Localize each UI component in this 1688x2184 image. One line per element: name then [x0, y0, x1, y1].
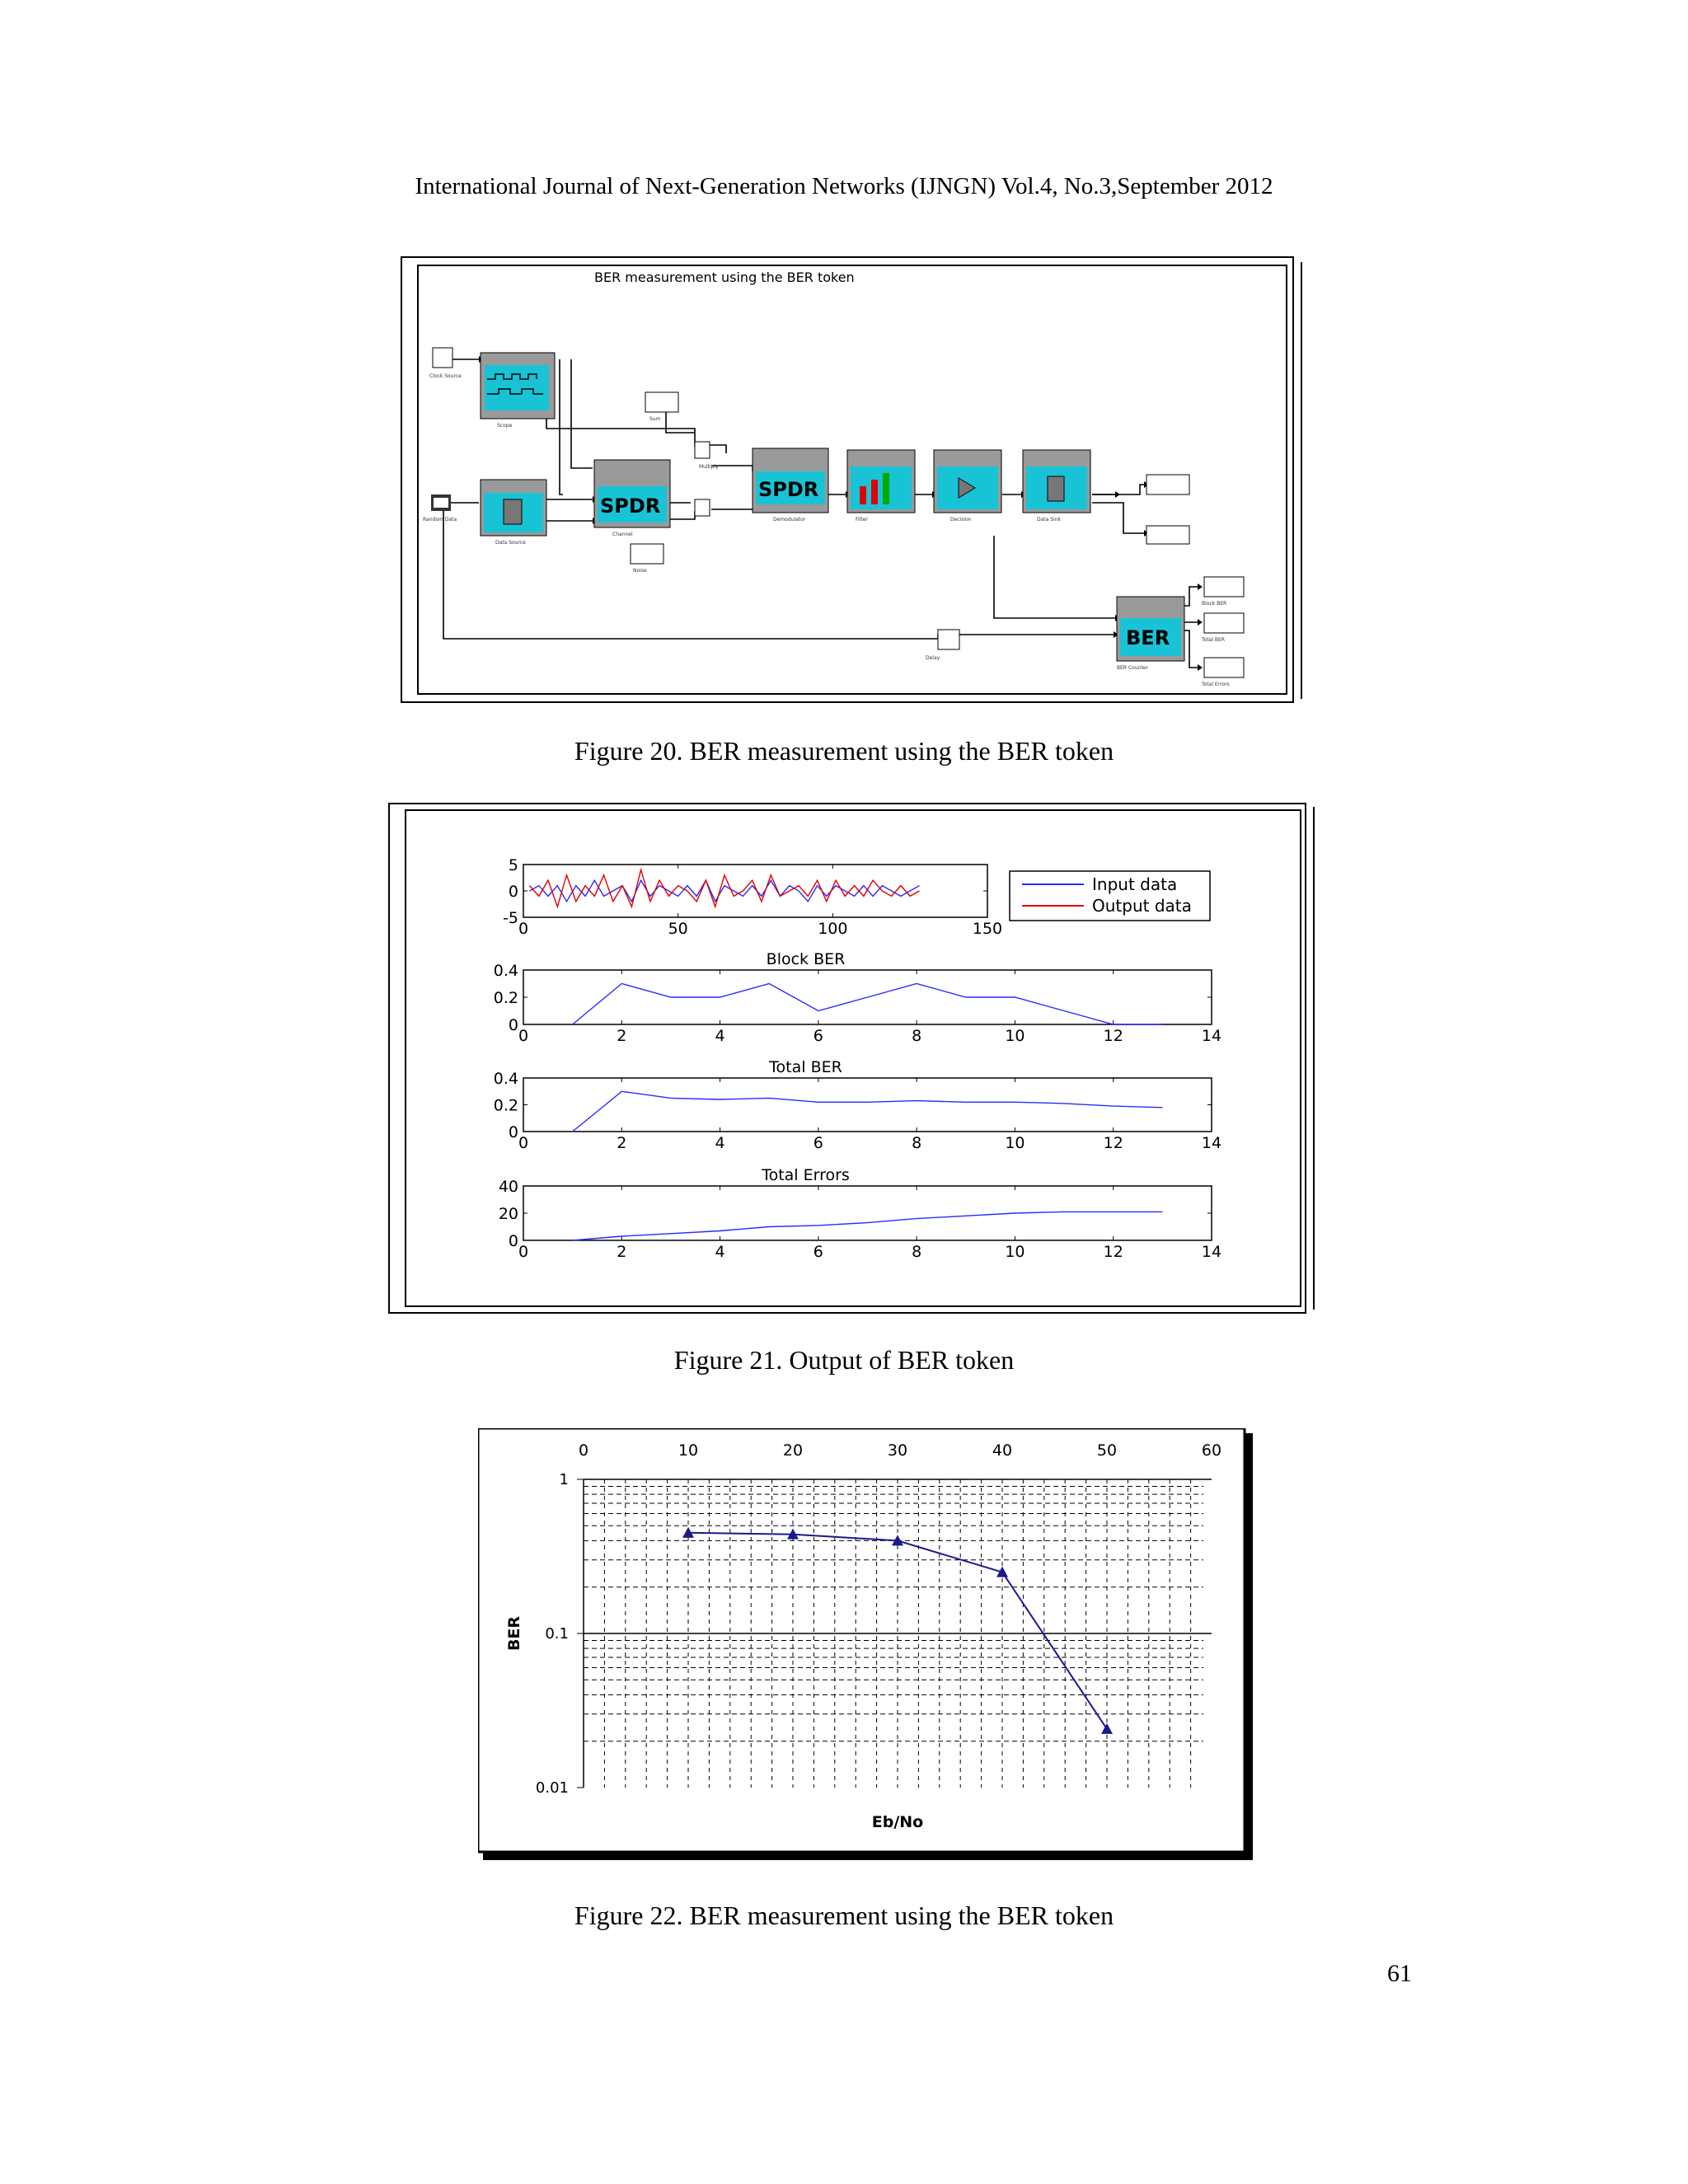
y-tick-label: 0	[508, 1123, 518, 1141]
x-tick-label: 10	[1005, 1134, 1025, 1152]
x-tick-label: 0	[578, 1441, 589, 1460]
svg-text:Total Errors: Total Errors	[1202, 682, 1230, 687]
y-tick-label: 0	[508, 1016, 518, 1034]
x-tick-label: 30	[887, 1441, 908, 1460]
x-tick-label: 14	[1201, 1134, 1222, 1152]
x-tick-label: 14	[1201, 1027, 1222, 1045]
svg-text:Data Sink: Data Sink	[1037, 517, 1061, 523]
x-tick-label: 4	[715, 1134, 725, 1152]
x-tick-label: 10	[1005, 1243, 1025, 1261]
x-axis-label: Eb/No	[871, 1813, 924, 1831]
x-tick-label: 40	[992, 1441, 1013, 1460]
running-header: International Journal of Next-Generation Networks (IJNGN) Vol.4, No.3,September 2012	[415, 173, 1273, 199]
spdr-block-2-label: SPDR	[758, 478, 819, 501]
plot-frame-2	[523, 1078, 1212, 1132]
y-tick-label: 40	[498, 1178, 518, 1196]
x-tick-label: 10	[678, 1441, 699, 1460]
x-tick-label: 8	[912, 1243, 922, 1261]
x-tick-label: 60	[1201, 1441, 1222, 1460]
x-tick-label: 12	[1103, 1027, 1123, 1045]
panel-title: Block BER	[766, 950, 846, 968]
x-tick-label: 0	[518, 920, 529, 938]
x-tick-label: 20	[782, 1441, 804, 1460]
svg-text:Decision: Decision	[950, 517, 972, 523]
figure-21-chart	[387, 802, 1319, 1318]
svg-text:BER Counter: BER Counter	[1117, 665, 1148, 671]
y-tick-label: 1	[559, 1471, 569, 1488]
x-tick-label: 0	[518, 1243, 529, 1261]
svg-text:Filter: Filter	[856, 517, 868, 523]
svg-text:Clock Source: Clock Source	[429, 373, 462, 379]
svg-text:Delay: Delay	[926, 655, 940, 661]
spdr-block-1-label: SPDR	[600, 494, 661, 518]
y-tick-label: 0.4	[493, 962, 518, 980]
plot-frame-0	[523, 865, 987, 917]
svg-text:Sum: Sum	[649, 416, 661, 422]
x-tick-label: 8	[912, 1027, 922, 1045]
x-tick-label: 4	[715, 1027, 725, 1045]
svg-text:Data Source: Data Source	[495, 540, 526, 546]
x-tick-label: 12	[1103, 1134, 1123, 1152]
x-tick-label: 6	[813, 1134, 823, 1152]
figure-22	[478, 1428, 1253, 1865]
y-tick-label: 0	[508, 883, 518, 901]
y-tick-label: -5	[503, 909, 518, 927]
figure-21-caption: Figure 21. Output of BER token	[673, 1345, 1015, 1375]
figure-20-caption: Figure 20. BER measurement using the BER token	[574, 736, 1114, 766]
y-tick-label: 0.1	[545, 1625, 569, 1643]
svg-text:Noise: Noise	[633, 568, 647, 574]
panel-title: Total Errors	[762, 1166, 850, 1184]
x-tick-label: 150	[972, 920, 1003, 938]
x-tick-label: 2	[617, 1134, 627, 1152]
figure-20-title: BER measurement using the BER token	[594, 269, 855, 285]
x-tick-label: 0	[518, 1134, 529, 1152]
x-tick-label: 12	[1103, 1243, 1123, 1261]
svg-text:Channel: Channel	[612, 532, 633, 537]
figure-20-diagram	[398, 255, 1305, 709]
svg-text:Total BER: Total BER	[1202, 637, 1225, 643]
figure-22-caption: Figure 22. BER measurement using the BER token	[574, 1900, 1114, 1930]
y-tick-label: 0.01	[535, 1779, 569, 1797]
figure-20	[398, 255, 1305, 709]
svg-text:Block BER: Block BER	[1202, 601, 1227, 607]
x-tick-label: 2	[617, 1243, 627, 1261]
x-tick-label: 0	[518, 1027, 529, 1045]
svg-text:Random Data: Random Data	[423, 517, 457, 523]
y-axis-label: BER	[505, 1615, 523, 1652]
svg-text:Multiply: Multiply	[699, 464, 719, 470]
x-tick-label: 6	[813, 1027, 823, 1045]
x-tick-label: 2	[617, 1027, 627, 1045]
y-tick-label: 0.2	[493, 1096, 518, 1115]
y-tick-label: 5	[508, 856, 518, 874]
x-tick-label: 8	[912, 1134, 922, 1152]
x-tick-label: 50	[1096, 1441, 1118, 1460]
figure-21	[387, 802, 1319, 1318]
page-number: 61	[1387, 1960, 1412, 1987]
x-tick-label: 4	[715, 1243, 725, 1261]
x-tick-label: 50	[668, 920, 688, 938]
y-tick-label: 0	[508, 1232, 518, 1250]
legend-output-data: Output data	[1092, 896, 1192, 916]
x-tick-label: 14	[1201, 1243, 1222, 1261]
y-tick-label: 0.4	[493, 1070, 518, 1088]
plot-frame-3	[523, 1186, 1212, 1240]
y-tick-label: 20	[498, 1205, 518, 1223]
x-tick-label: 10	[1005, 1027, 1025, 1045]
y-tick-label: 0.2	[493, 989, 518, 1007]
panel-title: Total BER	[769, 1058, 842, 1076]
x-tick-label: 100	[818, 920, 848, 938]
ber-block-label: BER	[1126, 626, 1170, 649]
x-tick-label: 6	[813, 1243, 823, 1261]
svg-text:Scope: Scope	[497, 423, 513, 429]
figure-22-chart	[478, 1428, 1253, 1865]
svg-text:Demodulator: Demodulator	[773, 517, 806, 523]
legend-input-data: Input data	[1092, 874, 1178, 894]
